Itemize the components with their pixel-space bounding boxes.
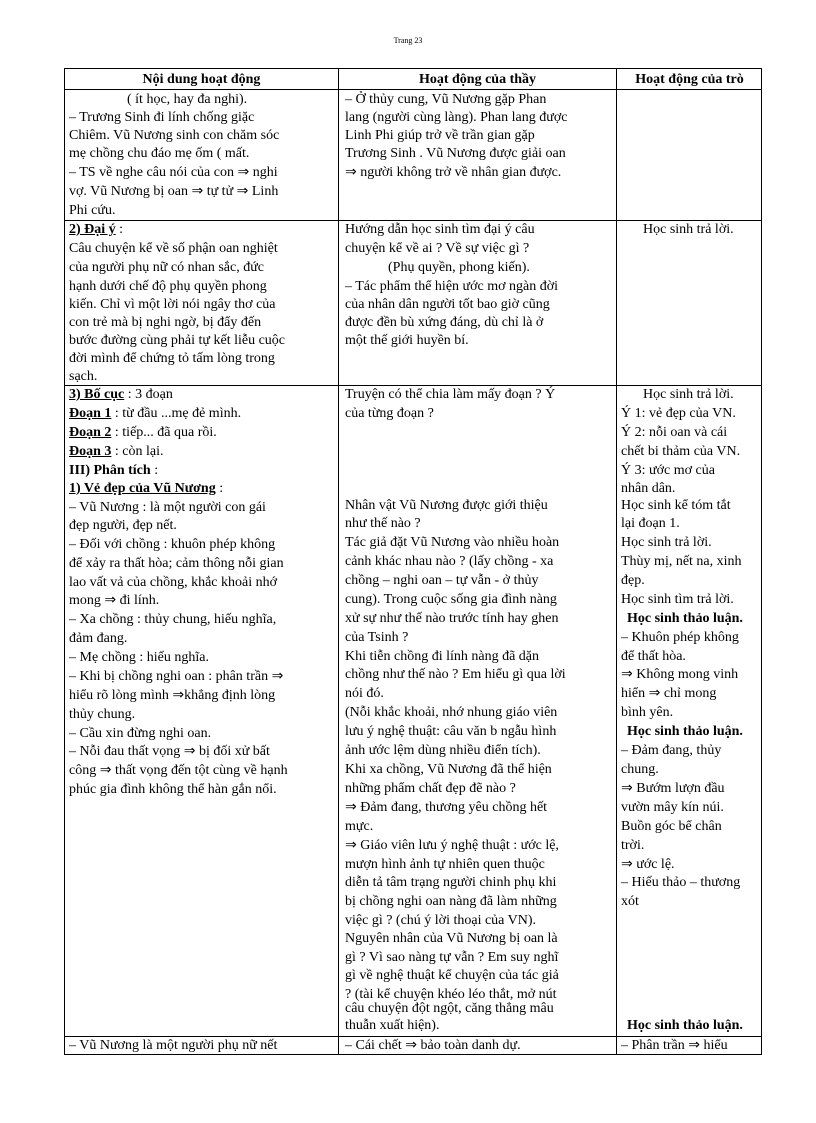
content-line: phúc gia đình không thể hàn gắn nổi. [69,782,277,797]
student-discussion: Học sinh thảo luận. [627,611,743,626]
teacher-line: chồng – nghi oan – tự vẫn - ở thủy [345,573,539,588]
teacher-line: một thế giới huyền bí. [345,333,469,348]
student-discussion: Học sinh thảo luận. [627,724,743,739]
header-divider [65,89,761,90]
teacher-line: mực. [345,819,374,834]
header-teacher: Hoạt động của thầy [418,72,537,87]
student-line: đẹp. [621,573,645,588]
teacher-line: gì ? Vì sao nàng tự vẫn ? Em suy nghĩ [345,950,559,965]
teacher-line: Trương Sinh . Vũ Nương được giải oan [345,146,566,161]
student-line: xót [621,894,639,909]
content-line: hạnh dưới chế độ phụ quyền phong [69,279,267,294]
student-line: – Khuôn phép không [621,630,739,645]
student-line: – Phân trần ⇒ hiểu [621,1038,728,1053]
content-line: đẹp người, đẹp nết. [69,518,177,533]
content-line [69,424,217,442]
content-line: mong ⇒ đi lính. [69,593,160,608]
student-line: ⇒ Không mong vinh [621,667,739,682]
content-line: – Xa chồng : thủy chung, hiếu nghĩa, [69,612,277,627]
student-line: Ý 3: ước mơ của [621,463,715,478]
section-colon: : [215,481,224,496]
teacher-line: của từng đoạn ? [345,406,434,421]
segment-detail: : từ đầu ...mẹ đẻ mình. [111,406,242,421]
content-line: vợ. Vũ Nương bị oan ⇒ tự tử ⇒ Linh [69,184,279,199]
student-line: Thùy mị, nết na, xinh [621,554,742,569]
student-line: chết bi thảm của VN. [621,444,741,459]
teacher-line: của Tsinh ? [345,630,409,645]
section-heading [69,480,223,498]
content-line [69,443,164,461]
content-line: Phi cứu. [69,203,116,218]
content-line: Câu chuyện kể về số phận oan nghiệt [69,241,278,256]
teacher-line: Linh Phi giúp trở về trần gian gặp [345,128,535,143]
content-line: mẹ chồng chu đáo mẹ ốm ( mất. [69,146,250,161]
content-line: sạch. [69,369,98,384]
teacher-line: (Nỗi khắc khoải, nhớ nhung giáo viên [345,705,558,720]
student-line: hiển ⇒ chỉ mong [621,686,717,701]
teacher-line: chuyện kể về ai ? Về sự việc gì ? [345,241,530,256]
teacher-line: diễn tả tâm trạng người chinh phụ khi [345,875,557,890]
section-heading [69,386,173,404]
segment-detail: : còn lại. [111,444,164,459]
content-line: kiến. Chỉ vì một lời nói ngây thơ của [69,297,276,312]
student-line: – Hiếu thảo – thương [621,875,741,890]
teacher-line: ? (tài kể chuyện khéo léo thắt, mở nút [345,987,557,1002]
teacher-line: ảnh ước lệm dùng nhiều điển tích). [345,743,541,758]
content-line: – Mẹ chồng : hiếu nghĩa. [69,650,209,665]
content-line: – Đối với chồng : khuôn phép không [69,537,276,552]
section-title: 1) Vẻ đẹp của Vũ Nương [69,481,216,496]
content-line [69,405,241,423]
student-line: Học sinh tìm trả lời. [621,592,734,607]
lesson-table [64,68,762,1055]
content-line: – Nỗi đau thất vọng ⇒ bị đối xử bất [69,744,270,759]
section-colon: : [115,222,124,237]
teacher-line: Nguyên nhân của Vũ Nương bị oan là [345,931,558,946]
teacher-line: lưu ý nghệ thuật: câu văn b ngẫu hình [345,724,557,739]
student-line: Buồn góc bể chân [621,819,722,834]
section-detail: : 3 đoạn [124,387,173,402]
segment-label: Đoạn 2 [69,425,112,440]
segment-label: Đoạn 3 [69,444,112,459]
teacher-line: mượn hình ảnh tự nhiên quen thuộc [345,857,545,872]
header-student: Hoạt động của trò [635,72,744,87]
content-line: hiểu rõ lòng mình ⇒khẳng định lòng [69,688,276,703]
content-line: lao vất vả của chồng, khắc khoải nhớ [69,575,277,590]
student-line: Học sinh trả lời. [643,222,734,237]
teacher-line: Tác giả đặt Vũ Nương vào nhiều hoàn [345,535,560,550]
student-line: vườn mây kín núi. [621,800,724,815]
teacher-line: Nhân vật Vũ Nương được giới thiệu [345,498,548,513]
student-line: Học sinh kể tóm tắt [621,498,731,513]
teacher-line: chồng như thế nào ? Em hiểu gì qua lời [345,667,566,682]
teacher-line: Khi xa chồng, Vũ Nương đã thể hiện [345,762,552,777]
student-line: Ý 1: vẻ đẹp của VN. [621,406,736,421]
student-line: ⇒ ước lệ. [621,857,675,872]
teacher-line: – Ở thủy cung, Vũ Nương gặp Phan [345,92,547,107]
student-line: Ý 2: nỗi oan và cái [621,425,728,440]
student-line: Học sinh trả lời. [643,387,734,402]
content-line: để xảy ra thất hòa; cảm thông nỗi gian [69,556,284,571]
section-heading [69,462,158,480]
content-line: – Khi bị chồng nghi oan : phân trần ⇒ [69,669,284,684]
teacher-line: gì về nghệ thuật kể chuyện của tác giả [345,968,559,983]
teacher-line: – Tác phẩm thể hiện ước mơ ngàn đời [345,279,559,294]
student-line: nhân dân. [621,481,676,496]
content-line: đảm đang. [69,631,128,646]
teacher-line: của nhân dân người tốt bao giờ cũng [345,297,550,312]
student-line: Học sinh trả lời. [621,535,712,550]
content-line: – Trương Sinh đi lính chống giặc [69,110,255,125]
student-line: bình yên. [621,705,674,720]
content-line: Chiêm. Vũ Nương sinh con chăm sóc [69,128,280,143]
teacher-line: – Cái chết ⇒ bảo toàn danh dự. [345,1038,521,1053]
section-heading [69,221,123,239]
teacher-line: ⇒ Giáo viên lưu ý nghệ thuật : ước lệ, [345,838,559,853]
teacher-line: ⇒ Đảm đang, thương yêu chồng hết [345,800,548,815]
teacher-line: xử sự như thế nào trước tính hay ghen [345,611,559,626]
header-content: Nội dung hoạt động [142,72,261,87]
teacher-line: bị chồng nghi oan nàng đã làm những [345,894,557,909]
content-line: công ⇒ thất vọng đến tột cùng về hạnh [69,763,288,778]
column-divider [616,69,617,1054]
teacher-line: Truyện có thể chia làm mấy đoạn ? Ý [345,387,556,402]
student-line: để thất hòa. [621,649,686,664]
teacher-line: (Phụ quyền, phong kiến). [388,260,530,275]
content-line: – Cầu xin đừng nghi oan. [69,726,212,741]
teacher-line: Hướng dẫn học sinh tìm đại ý câu [345,222,535,237]
teacher-line: Khi tiễn chồng đi lính nàng đã dặn [345,649,540,664]
student-discussion: Học sinh thảo luận. [627,1018,743,1033]
student-line: chung. [621,762,659,777]
section-title: 2) Đại ý [69,222,116,237]
content-line: đời mình để chứng tỏ tấm lòng trong [69,351,275,366]
column-divider [338,69,339,1054]
content-line: con trẻ mà bị nghi ngờ, bị đẩy đến [69,315,262,330]
teacher-line: việc gì ? (chú ý lời thoại của VN). [345,913,537,928]
teacher-line: lang (người cùng làng). Phan lang được [345,110,568,125]
student-line: – Đảm đang, thủy [621,743,722,758]
teacher-line: câu chuyện đột ngột, căng thẳng mâu [345,1001,554,1016]
student-line: ⇒ Bướm lượn đầu [621,781,725,796]
teacher-line: cung). Trong cuộc sống gia đình nàng [345,592,557,607]
teacher-line: cảnh khác nhau nào ? (lấy chồng - xa [345,554,554,569]
content-line: thủy chung. [69,707,136,722]
page-number: Trang 23 [393,36,423,45]
teacher-line: thuẫn xuất hiện). [345,1018,440,1033]
section-title: III) Phân tích [69,463,151,478]
teacher-line: như thế nào ? [345,516,421,531]
content-line: ( ít học, hay đa nghi). [127,92,248,107]
student-line: trời. [621,838,645,853]
teacher-line: được đền bù xứng đáng, dù chỉ là ở [345,315,544,330]
content-line: bước đường cùng phải tự kết liễu cuộc [69,333,286,348]
segment-label: Đoạn 1 [69,406,112,421]
content-line: – Vũ Nương : là một người con gái [69,500,266,515]
teacher-line: ⇒ người không trở về nhân gian được. [345,165,562,180]
content-line: của người phụ nữ có nhan sắc, đức [69,260,265,275]
content-line: – TS về nghe câu nói của con ⇒ nghi [69,165,278,180]
segment-detail: : tiếp... đã qua rồi. [111,425,217,440]
section-colon: : [150,463,159,478]
teacher-line: những phẩm chất đẹp đẽ nào ? [345,781,516,796]
section-title: 3) Bố cục [69,387,125,402]
student-line: lại đoạn 1. [621,516,680,531]
teacher-line: nói đó. [345,686,384,701]
content-line: – Vũ Nương là một người phụ nữ nết [69,1038,278,1053]
